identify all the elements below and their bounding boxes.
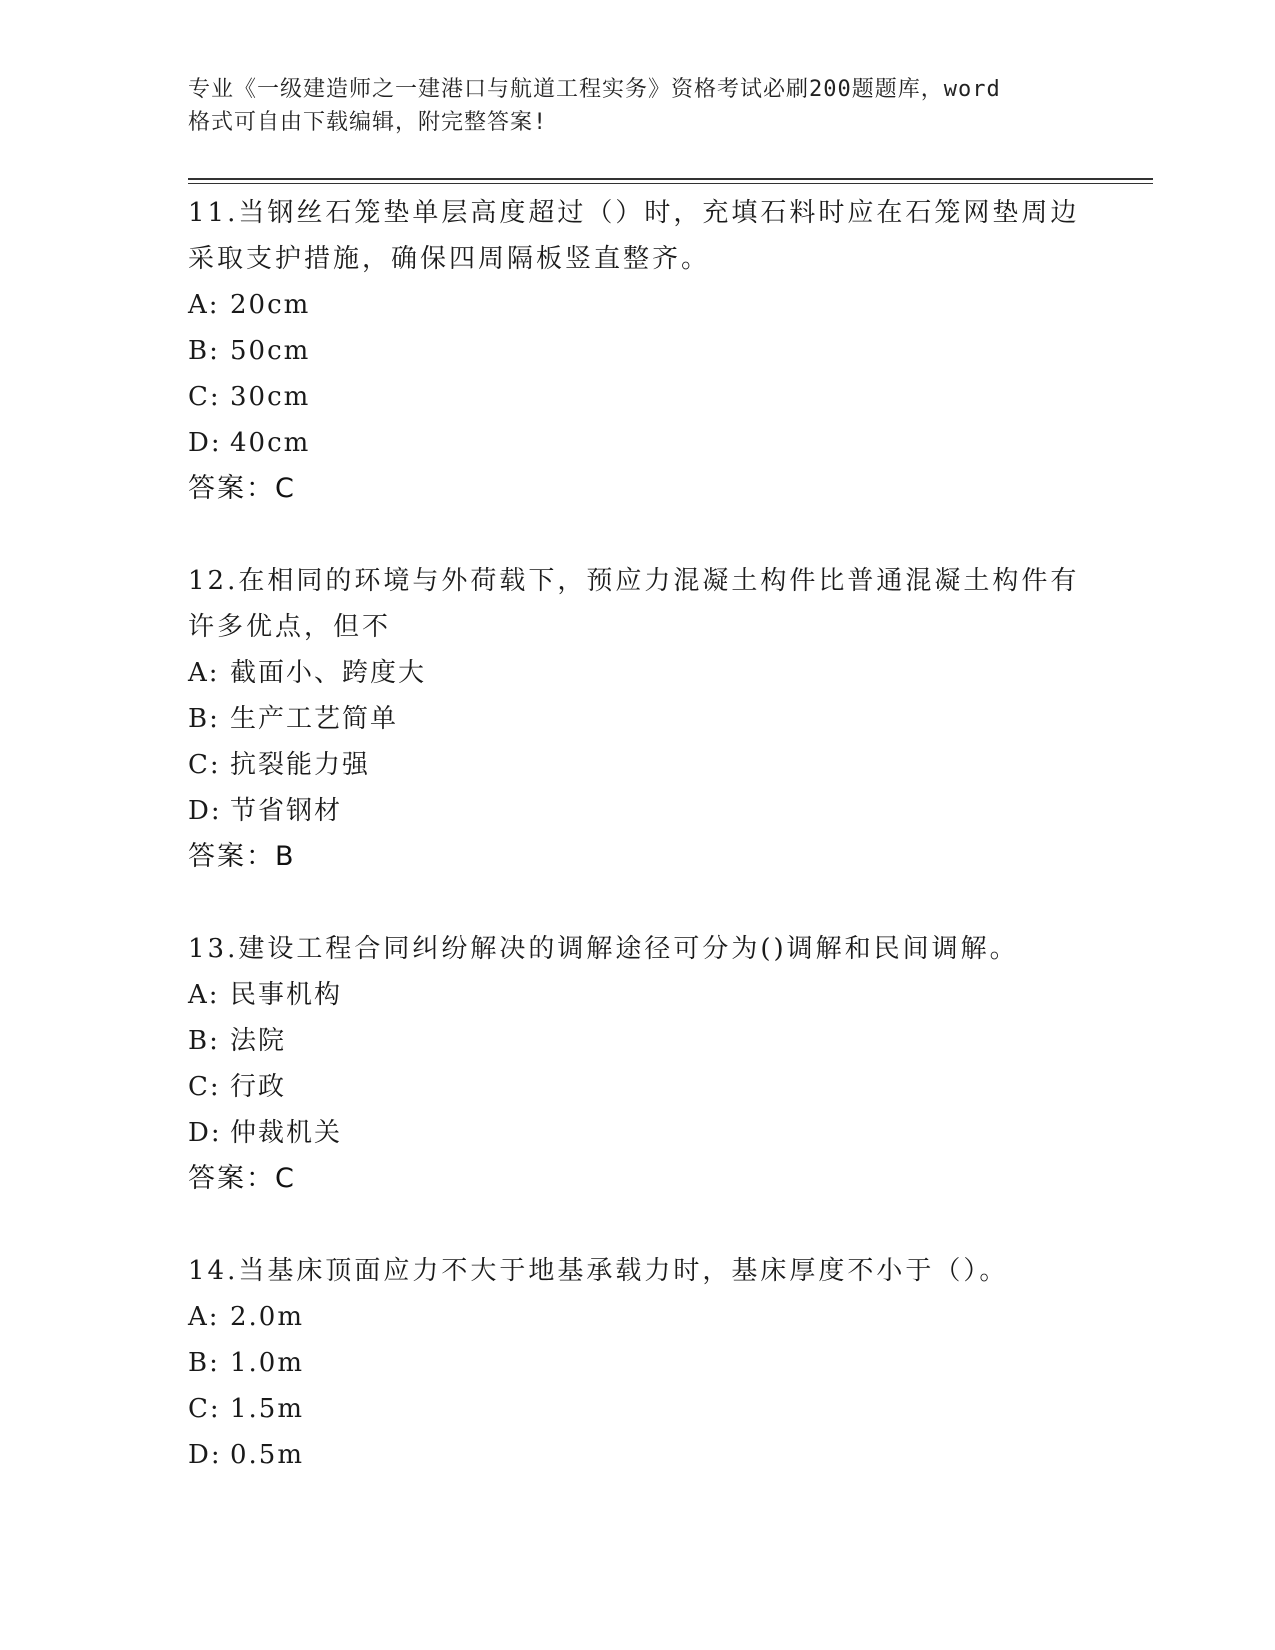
option-text: 1.0m [230,1348,305,1378]
option-a [188,972,1108,1018]
answer-line: 答案：C [188,473,296,504]
option-key: C: [188,1072,221,1102]
option-key: C: [188,382,221,412]
answer-line: 答案：C [188,1163,296,1194]
option-d [188,1432,1108,1478]
header-divider-thick [188,178,1153,180]
option-text: 20cm [230,290,311,320]
option-key: B: [188,336,220,366]
question-stem-line: 12.在相同的环境与外荷载下，预应力混凝土构件比普通混凝土构件有 [188,566,1080,596]
option-text: 仲裁机关 [230,1118,343,1148]
option-d [188,788,1108,834]
option-text: 2.0m [230,1302,305,1332]
question-stem [188,558,1108,650]
option-key: D: [188,428,222,458]
option-text: 50cm [230,336,311,366]
option-text: 40cm [230,428,311,458]
question-list [188,190,1108,1524]
option-text: 行政 [230,1072,287,1102]
option-c [188,1064,1108,1110]
option-b [188,1340,1108,1386]
document-header [188,73,1068,139]
option-a [188,1294,1108,1340]
option-b [188,1018,1108,1064]
option-d [188,420,1108,466]
question-stem-line: 14.当基床顶面应力不大于地基承载力时，基床厚度不小于（）。 [188,1256,1009,1286]
option-key: B: [188,1348,220,1378]
option-text: 法院 [230,1026,287,1056]
question-12 [188,558,1108,880]
question-stem-line: 采取支护措施，确保四周隔板竖直整齐。 [188,244,711,274]
option-text: 截面小、跨度大 [230,658,427,688]
question-13 [188,926,1108,1202]
option-key: A: [188,1302,220,1332]
option-key: B: [188,1026,220,1056]
option-key: D: [188,1118,222,1148]
question-stem-line: 许多优点，但不 [188,612,392,642]
option-key: C: [188,1394,221,1424]
question-stem [188,190,1108,282]
option-text: 民事机构 [230,980,343,1010]
option-text: 生产工艺简单 [230,704,399,734]
option-key: A: [188,980,220,1010]
option-c [188,1386,1108,1432]
header-line-1: 专业《一级建造师之一建港口与航道工程实务》资格考试必刷200题题库，word [188,77,1001,102]
option-a [188,282,1108,328]
option-d [188,1110,1108,1156]
option-key: C: [188,750,221,780]
question-stem [188,1248,1108,1294]
header-divider-thin [188,183,1153,184]
question-14 [188,1248,1108,1478]
question-11 [188,190,1108,512]
option-key: D: [188,1440,222,1470]
option-b [188,696,1108,742]
option-key: A: [188,290,220,320]
option-key: D: [188,796,222,826]
option-c [188,742,1108,788]
option-b [188,328,1108,374]
answer-line: 答案：B [188,841,296,872]
question-stem-line: 13.建设工程合同纠纷解决的调解途径可分为()调解和民间调解。 [188,934,1019,964]
option-text: 节省钢材 [230,796,343,826]
option-text: 抗裂能力强 [230,750,371,780]
option-c [188,374,1108,420]
question-stem [188,926,1108,972]
question-stem-line: 11.当钢丝石笼垫单层高度超过（）时，充填石料时应在石笼网垫周边 [188,198,1080,228]
option-text: 30cm [230,382,311,412]
option-key: B: [188,704,220,734]
header-line-2: 格式可自由下载编辑，附完整答案! [188,110,548,135]
option-text: 0.5m [230,1440,305,1470]
option-key: A: [188,658,220,688]
option-text: 1.5m [230,1394,305,1424]
option-a [188,650,1108,696]
